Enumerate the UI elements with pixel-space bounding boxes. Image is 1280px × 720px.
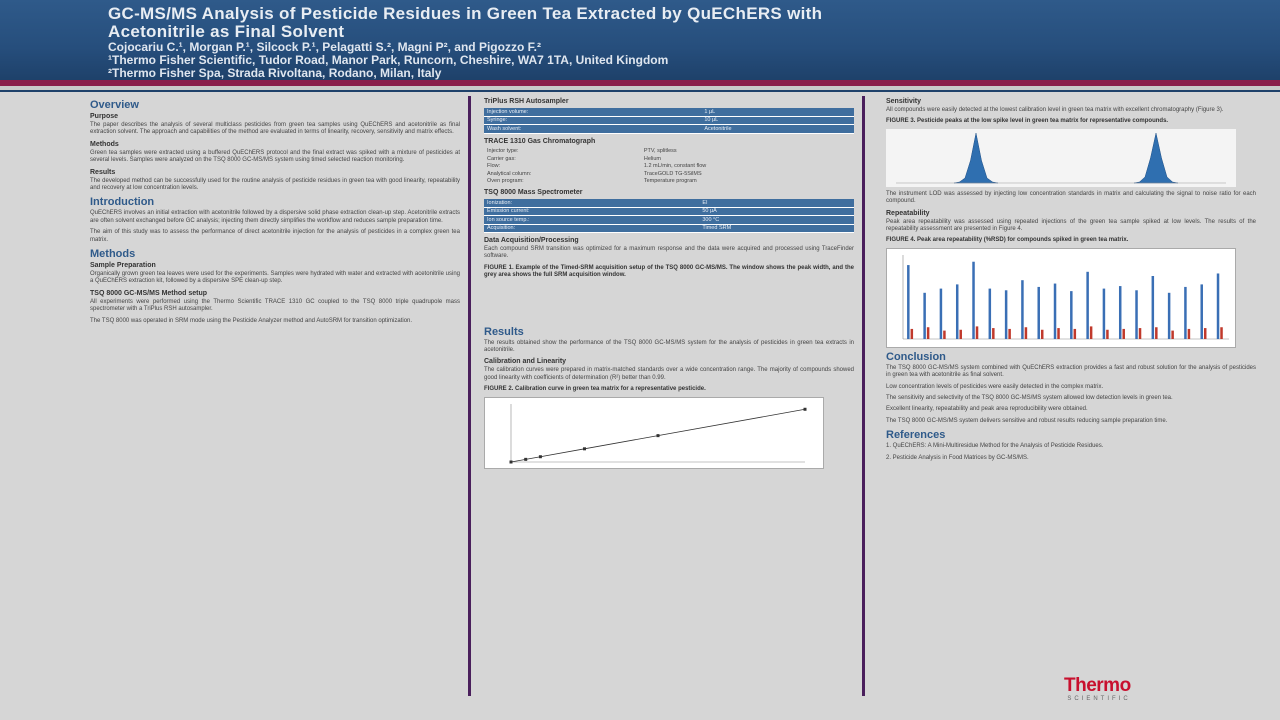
column-1 bbox=[90, 96, 460, 716]
repeat-bar-red bbox=[1188, 329, 1191, 339]
ms-row bbox=[484, 224, 854, 233]
peaks-chart bbox=[886, 129, 1236, 187]
results-summary-heading: Results bbox=[90, 168, 116, 176]
peak-1 bbox=[954, 133, 998, 183]
column-divider-2 bbox=[862, 96, 865, 696]
repeat-bar-blue bbox=[1005, 290, 1008, 339]
repeatability-text: Peak area repeatability was assessed using repeated injections of the green tea sample spiked at low levels. The results of the repeatability assessment are presented in Figure 4. bbox=[886, 218, 1256, 233]
method-setup-heading: TSQ 8000 GC-MS/MS Method setup bbox=[90, 289, 208, 297]
calibration-point bbox=[539, 455, 542, 458]
repeat-bar-blue bbox=[923, 293, 926, 339]
calibration-point bbox=[510, 460, 513, 463]
repeat-bar-blue bbox=[907, 265, 910, 339]
figure-4-caption: FIGURE 4. Peak area repeatability (%RSD) for compounds spiked in green tea matrix. bbox=[886, 237, 1129, 244]
repeat-bar-red bbox=[1025, 327, 1028, 339]
repeat-bar-blue bbox=[1168, 293, 1171, 339]
affiliation-1: ¹Thermo Fisher Scientific, Tudor Road, Manor Park, Runcorn, Cheshire, WA7 1TA, United Kingdom bbox=[108, 53, 669, 67]
ms-value: 50 µA bbox=[699, 207, 854, 216]
repeat-bar-blue bbox=[989, 288, 992, 338]
repeat-bar-red bbox=[1008, 329, 1011, 339]
ms-value: EI bbox=[699, 199, 854, 207]
processing-text: Each compound SRM transition was optimized for a maximum response and the data were acquired and processed using TraceFinder software. bbox=[484, 246, 854, 260]
calibration-chart bbox=[484, 397, 824, 469]
reference-1: 1. QuEChERS: A Mini-Multiresidue Method for the Analysis of Pesticide Residues. bbox=[886, 443, 1104, 450]
gc-label: Analytical column: bbox=[487, 170, 532, 177]
autosampler-label: Wash solvent: bbox=[484, 125, 701, 134]
ms-value: 300 °C bbox=[699, 216, 854, 225]
repeat-bar-blue bbox=[1152, 276, 1155, 339]
conclusion-text-5: The TSQ 8000 GC-MS/MS system delivers sensitive and robust results reducing sample preparation time. bbox=[886, 417, 1168, 424]
gc-table bbox=[484, 148, 854, 186]
purpose-heading: Purpose bbox=[90, 113, 119, 120]
sensitivity-text: All compounds were easily detected at the lowest calibration level in green tea matrix with excellent chromatography (Figure 3). bbox=[886, 107, 1224, 113]
autosampler-row bbox=[484, 125, 854, 134]
autosampler-label: Syringe: bbox=[484, 116, 701, 125]
column-2 bbox=[484, 96, 854, 716]
title-line-1: GC-MS/MS Analysis of Pesticide Residues in Green Tea Extracted by QuEChERS with bbox=[108, 4, 823, 23]
sample-prep-text: Organically grown green tea leaves were used for the experiments. Samples were hydrated with water and extracted with acetonitrile using a QuEChERS extraction kit, followed by a dispersive SPE clean-up step. bbox=[90, 271, 460, 285]
repeat-bar-blue bbox=[1119, 286, 1122, 339]
conclusion-text-3: The sensitivity and selectivity of the TSQ 8000 GC-MS/MS system allowed low detection levels in green tea. bbox=[886, 395, 1173, 402]
conclusion-text: The TSQ 8000 GC-MS/MS system combined with QuEChERS extraction provides a fast and robust solution for the analysis of pesticides in green tea with acetonitrile as final solvent. bbox=[886, 364, 1256, 379]
repeat-bar-red bbox=[976, 326, 979, 339]
introduction-text: QuEChERS involves an initial extraction with acetonitrile followed by a dispersive solid phase extraction clean-up step. Acetonitrile extracts are often solvent exchanged before GC analysis; injecting them directly simplifies the workflow and reduces sample preparation time. bbox=[90, 210, 460, 224]
repeat-bar-blue bbox=[1103, 288, 1106, 338]
repeat-bar-blue bbox=[1217, 273, 1220, 339]
repeat-bar-red bbox=[1171, 330, 1174, 338]
sample-prep-heading: Sample Preparation bbox=[90, 262, 156, 270]
gc-label: Carrier gas: bbox=[487, 155, 516, 162]
processing-heading: Data Acquisition/Processing bbox=[484, 237, 579, 244]
autosampler-row bbox=[484, 116, 854, 125]
ms-value: Timed SRM bbox=[699, 224, 854, 233]
repeat-bar-red bbox=[992, 328, 995, 339]
repeat-bar-red bbox=[1220, 327, 1223, 339]
repeat-bar-blue bbox=[972, 262, 975, 339]
autosampler-value: Acetonitrile bbox=[701, 125, 854, 134]
method-setup-text: All experiments were performed using the Thermo Scientific TRACE 1310 GC coupled to the TSQ 8000 triple quadrupole mass spectrometer with a TriPlus RSH autosampler. bbox=[90, 298, 460, 313]
repeat-bar-blue bbox=[1200, 284, 1203, 339]
authors: Cojocariu C.¹, Morgan P.¹, Silcock P.¹, Pelagatti S.², Magni P², and Pigozzo F.² bbox=[108, 40, 541, 54]
ms-label: Emission current: bbox=[484, 207, 699, 216]
repeat-bar-red bbox=[1057, 328, 1060, 339]
poster-header bbox=[0, 0, 1280, 80]
gc-label: Injector type: bbox=[487, 148, 519, 154]
repeat-bar-red bbox=[1041, 330, 1044, 339]
autosampler-heading: TriPlus RSH Autosampler bbox=[484, 98, 569, 105]
header-stripe-blue bbox=[0, 90, 1280, 92]
figure-3-caption: FIGURE 3. Pesticide peaks at the low spike level in green tea matrix for representative compounds. bbox=[886, 118, 1169, 125]
repeatability-heading: Repeatability bbox=[886, 209, 930, 217]
ms-row bbox=[484, 207, 854, 216]
column-3 bbox=[886, 96, 1256, 716]
gc-label: Oven program: bbox=[487, 178, 524, 184]
repeat-bar-red bbox=[1139, 328, 1142, 339]
autosampler-value: 10 µL bbox=[701, 116, 854, 125]
method-setup-text-2: The TSQ 8000 was operated in SRM mode using the Pesticide Analyzer method and AutoSRM for transition optimization. bbox=[90, 317, 413, 324]
reference-2: 2. Pesticide Analysis in Food Matrices by GC-MS/MS. bbox=[886, 454, 1029, 461]
column-divider-1 bbox=[468, 96, 471, 696]
calibration-point bbox=[804, 407, 807, 410]
gc-value: TraceGOLD TG-5SilMS bbox=[643, 170, 702, 177]
ms-table bbox=[484, 199, 854, 233]
title-line-2: Acetonitrile as Final Solvent bbox=[108, 22, 345, 41]
gc-row bbox=[484, 155, 854, 163]
repeat-bar-blue bbox=[1054, 283, 1057, 338]
repeat-bar-blue bbox=[1037, 287, 1040, 339]
calibration-point bbox=[524, 458, 527, 461]
ms-row bbox=[484, 199, 854, 207]
sensitivity-heading: Sensitivity bbox=[886, 98, 922, 105]
repeat-bar-red bbox=[959, 330, 962, 339]
repeat-bar-blue bbox=[1135, 290, 1138, 339]
repeatability-chart bbox=[886, 248, 1236, 348]
calibration-chart-svg bbox=[485, 398, 825, 470]
sensitivity-text-2: The instrument LOD was assessed by injecting low concentration standards in matrix and calculating the signal to noise ratio for each compound. bbox=[886, 190, 1256, 205]
peak-2 bbox=[1134, 133, 1178, 183]
peaks-chart-svg bbox=[886, 129, 1236, 187]
repeat-bar-red bbox=[943, 330, 946, 338]
overview-heading: Overview bbox=[90, 99, 139, 111]
repeatability-chart-svg bbox=[887, 249, 1237, 349]
thermo-scientific-logo bbox=[1064, 676, 1131, 703]
repeat-bar-red bbox=[1204, 328, 1207, 339]
repeat-bar-red bbox=[1155, 327, 1158, 339]
gc-row bbox=[484, 178, 854, 186]
repeat-bar-red bbox=[1074, 329, 1077, 339]
gc-value: Temperature program bbox=[643, 178, 697, 184]
repeat-bar-blue bbox=[1086, 272, 1089, 339]
repeat-bar-red bbox=[1122, 329, 1125, 339]
results-heading: Results bbox=[484, 325, 524, 338]
gc-row bbox=[484, 170, 854, 178]
affiliation-2: ²Thermo Fisher Spa, Strada Rivoltana, Rodano, Milan, Italy bbox=[108, 66, 442, 80]
repeat-bar-red bbox=[1106, 330, 1109, 339]
gc-row bbox=[484, 163, 854, 171]
gc-value: 1.2 mL/min, constant flow bbox=[643, 163, 707, 169]
repeat-bar-red bbox=[1090, 326, 1093, 339]
methods-section-heading: Methods bbox=[90, 248, 136, 261]
gc-heading: TRACE 1310 Gas Chromatograph bbox=[484, 137, 596, 145]
logo-subtitle: SCIENTIFIC bbox=[1067, 696, 1131, 702]
linearity-heading: Calibration and Linearity bbox=[484, 358, 567, 366]
repeat-bar-blue bbox=[1021, 280, 1024, 339]
autosampler-value: 1 µL bbox=[701, 108, 854, 116]
repeat-bar-red bbox=[911, 329, 914, 339]
logo-wordmark: Thermo bbox=[1064, 675, 1131, 696]
poster-title bbox=[108, 5, 1268, 41]
methods-text: Green tea samples were extracted using a buffered QuEChERS protocol and the final extract was spiked with a mixture of pesticides at several levels. Samples were analyzed on the TSQ 8000 GC-MS/MS system using timed selected reaction monitoring. bbox=[90, 149, 460, 164]
ms-row bbox=[484, 216, 854, 225]
repeat-bar-red bbox=[927, 327, 930, 339]
conclusion-text-4: Excellent linearity, repeatability and peak area reproducibility were obtained. bbox=[886, 406, 1088, 413]
figure-2-caption: FIGURE 2. Calibration curve in green tea matrix for a representative pesticide. bbox=[484, 386, 706, 393]
repeat-bar-blue bbox=[1070, 291, 1073, 339]
gc-value: PTV, splitless bbox=[643, 148, 677, 154]
ms-heading: TSQ 8000 Mass Spectrometer bbox=[484, 189, 583, 196]
gc-label: Flow: bbox=[487, 163, 501, 169]
autosampler-label: Injection volume: bbox=[484, 108, 701, 116]
introduction-heading: Introduction bbox=[90, 196, 155, 209]
gc-row bbox=[484, 148, 854, 156]
calibration-point bbox=[657, 434, 660, 437]
ms-label: Acquisition: bbox=[484, 224, 699, 233]
autosampler-table bbox=[484, 108, 854, 134]
purpose-text: The paper describes the analysis of several multiclass pesticides from green tea samples using QuEChERS and acetonitrile as final extraction solvent. The approach and capabilities of the method are evaluated in terms of linearity, recovery, sensitivity and matrix effects. bbox=[90, 122, 460, 136]
repeat-bar-blue bbox=[956, 284, 959, 339]
conclusion-text-2: Low concentration levels of pesticides were easily detected in the complex matrix. bbox=[886, 383, 1104, 390]
gc-value: Helium bbox=[643, 155, 661, 162]
author-block bbox=[108, 41, 668, 80]
results-text: The results obtained show the performance of the TSQ 8000 GC-MS/MS system for the analysis of pesticides in green tea extracts in acetonitrile. bbox=[484, 339, 854, 354]
repeat-bar-blue bbox=[940, 288, 943, 338]
autosampler-row bbox=[484, 108, 854, 116]
calibration-point bbox=[583, 447, 586, 450]
repeat-bar-blue bbox=[1184, 287, 1187, 339]
figure-1-caption: FIGURE 1. Example of the Timed-SRM acquisition setup of the TSQ 8000 GC-MS/MS. The window shows the peak width, and the grey area shows the full SRM acquisition window. bbox=[484, 264, 854, 279]
results-summary-text: The developed method can be successfully used for the routine analysis of pesticide residues in green tea with good linearity, repeatability and recovery at low concentration levels. bbox=[90, 177, 460, 192]
figure-1-space bbox=[484, 283, 854, 323]
conclusion-heading: Conclusion bbox=[886, 350, 946, 363]
introduction-text-2: The aim of this study was to assess the performance of direct acetonitrile injection for the analysis of pesticides in a complex green tea matrix. bbox=[90, 229, 460, 243]
references-heading: References bbox=[886, 429, 946, 442]
ms-label: Ionization: bbox=[484, 199, 699, 207]
methods-heading: Methods bbox=[90, 140, 119, 148]
ms-label: Ion source temp.: bbox=[484, 216, 699, 225]
linearity-text: The calibration curves were prepared in matrix-matched standards over a wide concentration range. The majority of compounds showed good linearity with coefficients of determination (R²) better than 0.99. bbox=[484, 367, 854, 381]
